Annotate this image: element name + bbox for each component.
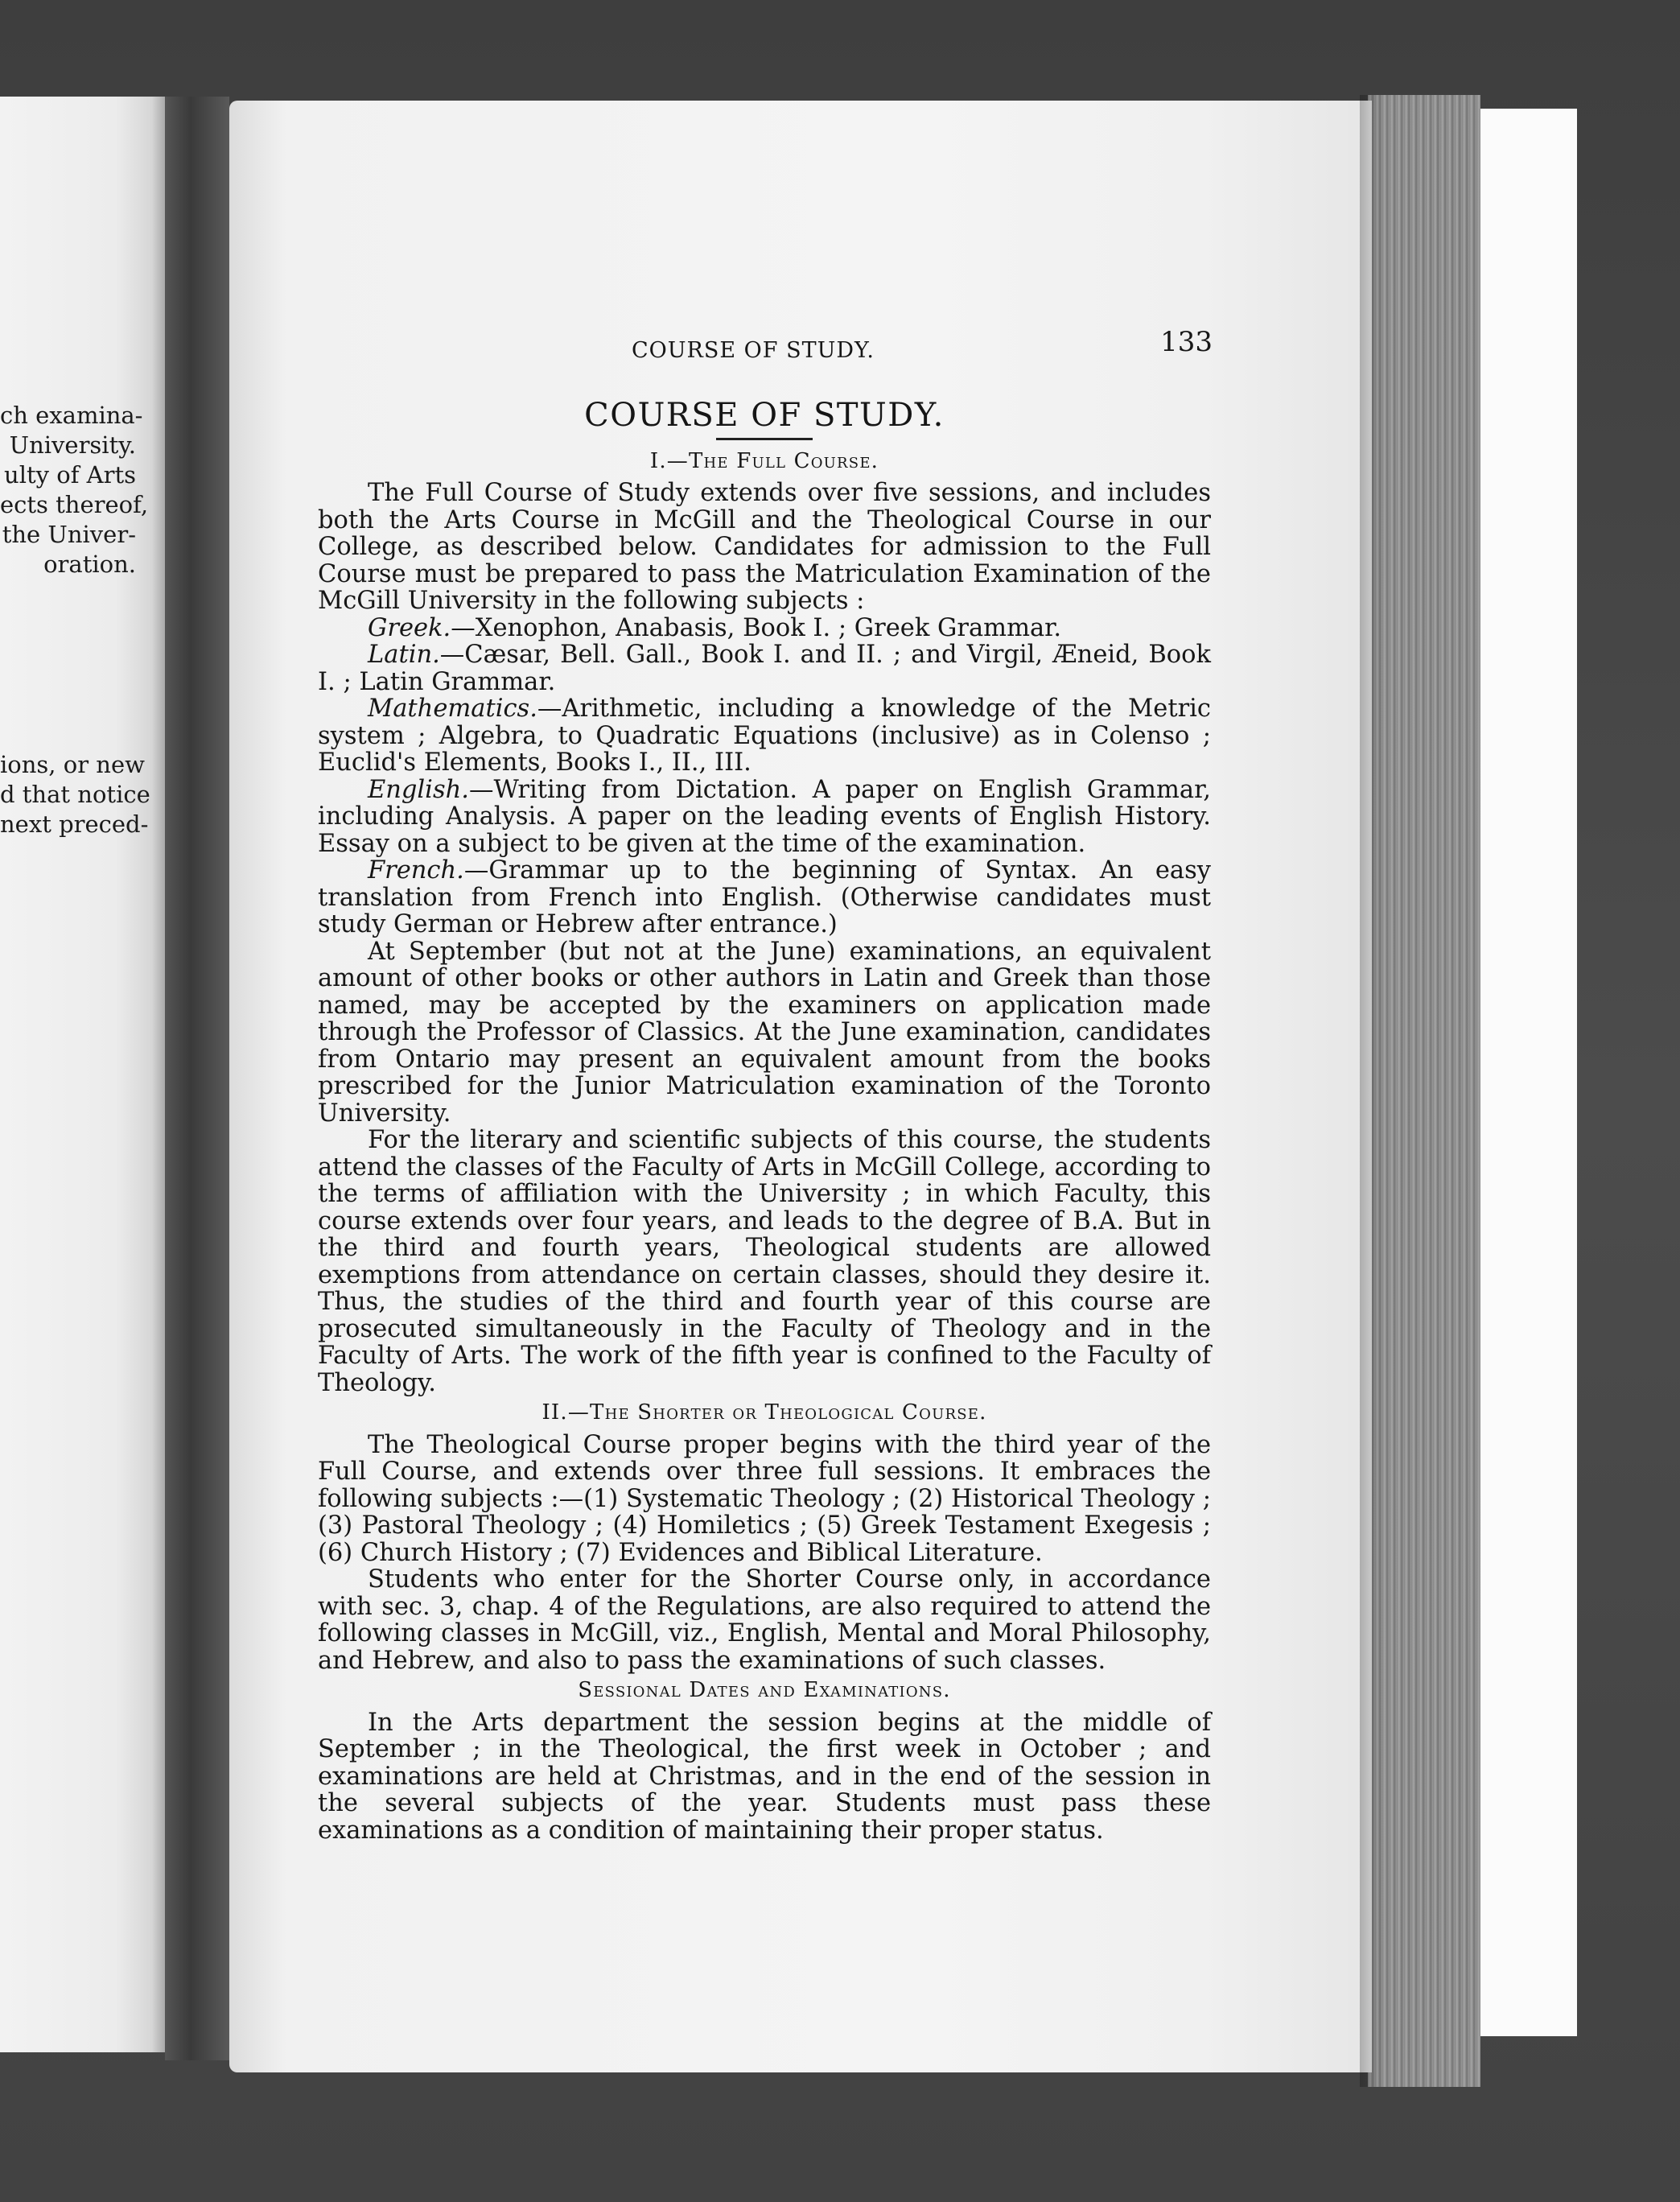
page-content xyxy=(318,326,1211,1844)
paragraph-literary: For the literary and scientific subjects of this course, the students attend the classes of the Faculty of Arts in McGill College, according to the terms of affiliation with the University ; in which Faculty, this course extends over four years, and leads to the degree of B.A. But in the third and fourth years, Theological students are allowed exemptions from attendance on certain classes, should they desire it. Thus, the studies of the third and fourth year of this course are prosecuted simultaneously in the Faculty of Theology and in the Faculty of Arts. The work of the fifth year is confined to the Faculty of Theology. xyxy=(318,1126,1211,1397)
left-fragment-line: University. xyxy=(9,431,136,459)
subject-french xyxy=(318,857,1211,938)
section-heading-full-course: I.—The Full Course. xyxy=(649,448,879,473)
paragraph-shorter: Students who enter for the Shorter Course only, in accordance with sec. 3, chap. 4 of the Regulations, are also required to attend the following classes in McGill, viz., English, Mental and Moral Philosophy, and Hebrew, and also to pass the examinations of such classes. xyxy=(318,1565,1211,1675)
subject-greek xyxy=(318,615,1211,642)
left-fragment-line: d that notice xyxy=(0,781,150,808)
left-page-fragment xyxy=(0,97,165,2052)
scan-white-bar xyxy=(1480,109,1577,2036)
running-head-title: COURSE OF STUDY. xyxy=(632,338,875,363)
left-fragment-line: ects thereof, xyxy=(0,491,149,518)
title-rule xyxy=(716,438,813,440)
left-fragment-line: next preced- xyxy=(0,810,149,838)
subject-name: Latin. xyxy=(368,641,440,669)
section-heading-shorter-course: II.—The Shorter or Theological Course. xyxy=(541,1400,987,1425)
subject-name: Greek. xyxy=(368,613,451,642)
left-page-text-bottom xyxy=(0,750,165,839)
subject-text: —Xenophon, Anabasis, Book I. ; Greek Grammar. xyxy=(451,613,1062,642)
left-fragment-line: oration. xyxy=(43,550,136,578)
running-head xyxy=(318,326,1211,366)
page-edge-shadow xyxy=(1360,95,1384,2087)
subject-text: —Grammar up to the beginning of Syntax. An easy translation from French into English. (Otherwise candidates must study German or Hebrew after entrance.) xyxy=(318,856,1211,938)
left-page-text-top xyxy=(0,401,165,579)
subject-latin xyxy=(318,641,1211,695)
subject-text: —Arithmetic, including a knowledge of the Metric system ; Algebra, to Quadratic Equations (inclusive) as in Colenso ; Euclid's Elements, Books I., II., III. xyxy=(318,695,1211,777)
left-fragment-line: ch examina- xyxy=(0,402,143,429)
subject-text: —Cæsar, Bell. Gall., Book I. and II. ; and Virgil, Æneid, Book I. ; Latin Grammar. xyxy=(318,641,1211,696)
paragraph-intro: The Full Course of Study extends over five sessions, and includes both the Arts Course in McGill and the Theological Course in our College, as described below. Candidates for admission to the Full Course must be prepared to pass the Matriculation Examination of the McGill University in the following subjects : xyxy=(318,479,1211,615)
left-fragment-line: ions, or new xyxy=(0,751,145,778)
subject-name: French. xyxy=(368,856,464,885)
subject-text: —Writing from Dictation. A paper on English Grammar, including Analysis. A paper on the leading events of English History. Essay on a subject to be given at the time of the examination. xyxy=(318,775,1211,858)
paragraph-theological: The Theological Course proper begins with the third year of the Full Course, and extends over three full sessions. It embraces the following subjects :—(1) Systematic Theology ; (2) Historical Theology ; (3) Pastoral Theology ; (4) Homiletics ; (5) Greek Testament Exegesis ; (6) Church History ; (7) Evidences and Biblical Literature. xyxy=(318,1430,1211,1567)
left-fragment-line: the Univer- xyxy=(2,521,136,548)
left-fragment-line: ulty of Arts xyxy=(4,461,136,489)
subject-english xyxy=(318,777,1211,858)
paragraph-september: At September (but not at the June) examinations, an equivalent amount of other books or other authors in Latin and Greek than those named, may be accepted by the examiners on application made through the Professor of Classics. At the June examination, candidates from Ontario may present an equivalent amount from the books prescribed for the Junior Matriculation examination of the Toronto University. xyxy=(318,937,1211,1128)
subject-name: English. xyxy=(368,775,469,804)
subject-name: Mathematics. xyxy=(368,695,537,723)
section-heading-sessional: Sessional Dates and Examinations. xyxy=(578,1678,951,1702)
book-gutter xyxy=(165,97,229,2060)
page-number: 133 xyxy=(1160,326,1213,358)
page-edges xyxy=(1368,95,1480,2087)
subject-mathematics xyxy=(318,695,1211,777)
paragraph-sessional: In the Arts department the session begins at the middle of September ; in the Theological, the first week in October ; and examinations are held at Christmas, and in the end of the session in the several subjects of the year. Students must pass these examinations as a condition of maintaining their proper status. xyxy=(318,1708,1211,1845)
page-title: COURSE OF STUDY. xyxy=(584,397,945,434)
